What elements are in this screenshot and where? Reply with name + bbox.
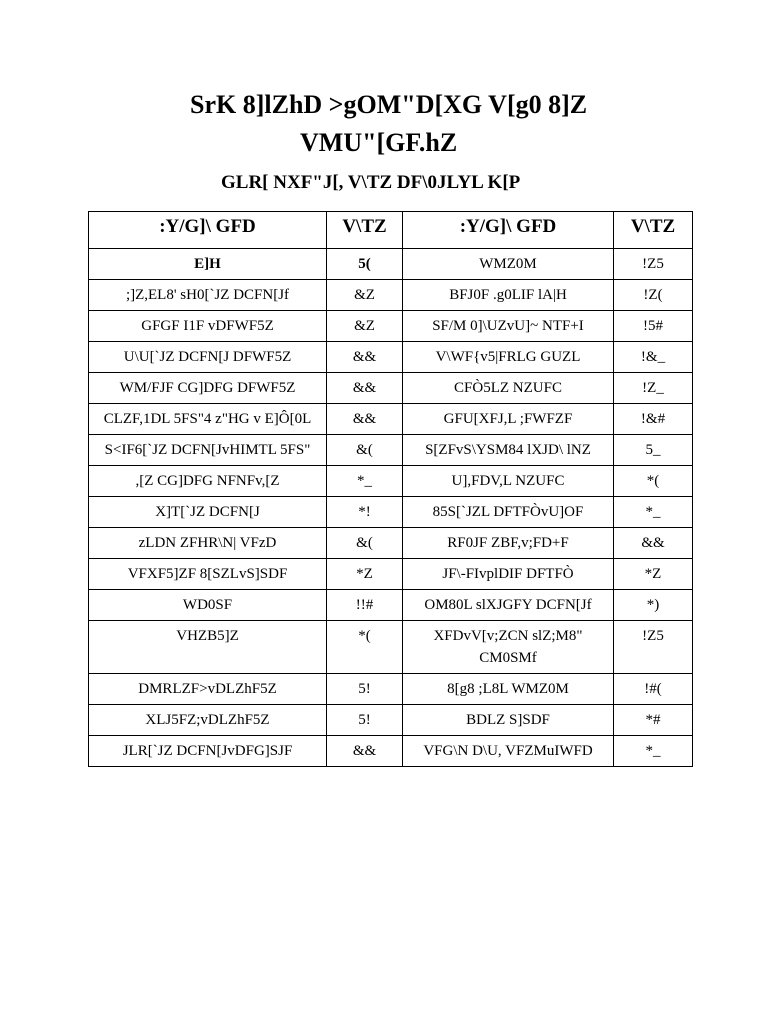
distance-cell: &Z <box>327 280 403 311</box>
place-cell: CLZF,1DL 5FS"4 z"HG v E]Ô[0L <box>89 404 327 435</box>
distance-cell: !#( <box>614 674 693 705</box>
distance-cell: *) <box>614 590 693 621</box>
place-cell: CFÒ5LZ NZUFC <box>403 373 614 404</box>
table-row <box>89 705 693 736</box>
distance-cell: && <box>327 404 403 435</box>
place-cell: zLDN ZFHR\N| VFzD <box>89 528 327 559</box>
distance-cell: *# <box>614 705 693 736</box>
distance-cell: && <box>327 736 403 767</box>
distance-cell: !5# <box>614 311 693 342</box>
table-row <box>89 373 693 404</box>
distance-cell: *_ <box>614 497 693 528</box>
table-row <box>89 342 693 373</box>
distance-cell: *Z <box>327 559 403 590</box>
distance-cell: !&_ <box>614 342 693 373</box>
place-cell: VFG\N D\U, VFZMuIWFD <box>403 736 614 767</box>
distance-cell: && <box>327 373 403 404</box>
distance-cell: &Z <box>327 311 403 342</box>
place-cell: GFGF I1F vDFWF5Z <box>89 311 327 342</box>
distance-cell: !Z( <box>614 280 693 311</box>
column-header-place: :Y/G]\ GFD <box>89 212 327 249</box>
distance-cell: 5! <box>327 705 403 736</box>
title-line-1: SrK 8]lZhD >gOM"D[XG V[g0 8]Z <box>190 90 588 119</box>
table-header-row <box>89 212 693 249</box>
place-cell: DMRLZF>vDLZhF5Z <box>89 674 327 705</box>
place-cell: S<IF6[`JZ DCFN[JvHIMTL 5FS" <box>89 435 327 466</box>
table-row <box>89 249 693 280</box>
distance-cell: 5! <box>327 674 403 705</box>
place-cell: X]T[`JZ DCFN[J <box>89 497 327 528</box>
place-cell: GFU[XFJ,L ;FWFZF <box>403 404 614 435</box>
place-cell: ,[Z CG]DFG NFNFv,[Z <box>89 466 327 497</box>
table-row <box>89 559 693 590</box>
place-cell: WMZ0M <box>403 249 614 280</box>
page-title <box>190 86 730 162</box>
place-cell: JLR[`JZ DCFN[JvDFG]SJF <box>89 736 327 767</box>
distance-cell: &( <box>327 435 403 466</box>
place-cell: VHZB5]Z <box>89 621 327 674</box>
distance-table <box>88 211 693 767</box>
distance-cell: !!# <box>327 590 403 621</box>
place-cell: XLJ5FZ;vDLZhF5Z <box>89 705 327 736</box>
table-row <box>89 674 693 705</box>
distance-cell: && <box>614 528 693 559</box>
place-cell: VFXF5]ZF 8[SZLvS]SDF <box>89 559 327 590</box>
distance-cell: 5( <box>327 249 403 280</box>
place-cell: ;]Z,EL8' sH0[`JZ DCFN[Jf <box>89 280 327 311</box>
table-row <box>89 528 693 559</box>
table-row <box>89 497 693 528</box>
place-cell: JF\-FIvplDIF DFTFÒ <box>403 559 614 590</box>
table-row <box>89 621 693 674</box>
distance-cell: 5_ <box>614 435 693 466</box>
distance-cell: *_ <box>327 466 403 497</box>
distance-cell: !Z_ <box>614 373 693 404</box>
place-cell: WD0SF <box>89 590 327 621</box>
place-cell: 85S[`JZL DFTFÒvU]OF <box>403 497 614 528</box>
distance-cell: !Z5 <box>614 621 693 674</box>
table-row <box>89 404 693 435</box>
distance-cell: *Z <box>614 559 693 590</box>
place-cell: BFJ0F .g0LIF lA|H <box>403 280 614 311</box>
distance-cell: !&# <box>614 404 693 435</box>
place-cell: U],FDV,L NZUFC <box>403 466 614 497</box>
table-row <box>89 311 693 342</box>
distance-cell: *( <box>614 466 693 497</box>
column-header-distance: V\TZ <box>327 212 403 249</box>
place-cell: 8[g8 ;L8L WMZ0M <box>403 674 614 705</box>
table-row <box>89 736 693 767</box>
place-cell: U\U[`JZ DCFN[J DFWF5Z <box>89 342 327 373</box>
table-row <box>89 280 693 311</box>
place-cell: RF0JF ZBF,v;FD+F <box>403 528 614 559</box>
distance-cell: *_ <box>614 736 693 767</box>
place-cell: V\WF{v5|FRLG GUZL <box>403 342 614 373</box>
place-cell: E]H <box>89 249 327 280</box>
place-cell: WM/FJF CG]DFG DFWF5Z <box>89 373 327 404</box>
place-cell: SF/M 0]\UZvU]~ NTF+I <box>403 311 614 342</box>
distance-cell: *( <box>327 621 403 674</box>
place-cell: BDLZ S]SDF <box>403 705 614 736</box>
title-line-2: VMU"[GF.hZ <box>300 128 458 157</box>
distance-cell: && <box>327 342 403 373</box>
column-header-place: :Y/G]\ GFD <box>403 212 614 249</box>
page-subtitle: GLR[ NXF"J[, V\TZ DF\0JLYL K[P <box>221 172 521 193</box>
table-row <box>89 435 693 466</box>
place-cell: OM80L slXJGFY DCFN[Jf <box>403 590 614 621</box>
column-header-distance: V\TZ <box>614 212 693 249</box>
table-row <box>89 590 693 621</box>
distance-cell: !Z5 <box>614 249 693 280</box>
place-cell: XFDvV[v;ZCN slZ;M8" CM0SMf <box>403 621 614 674</box>
distance-cell: &( <box>327 528 403 559</box>
place-cell: S[ZFvS\YSM84 lXJD\ lNZ <box>403 435 614 466</box>
distance-cell: *! <box>327 497 403 528</box>
table-row <box>89 466 693 497</box>
